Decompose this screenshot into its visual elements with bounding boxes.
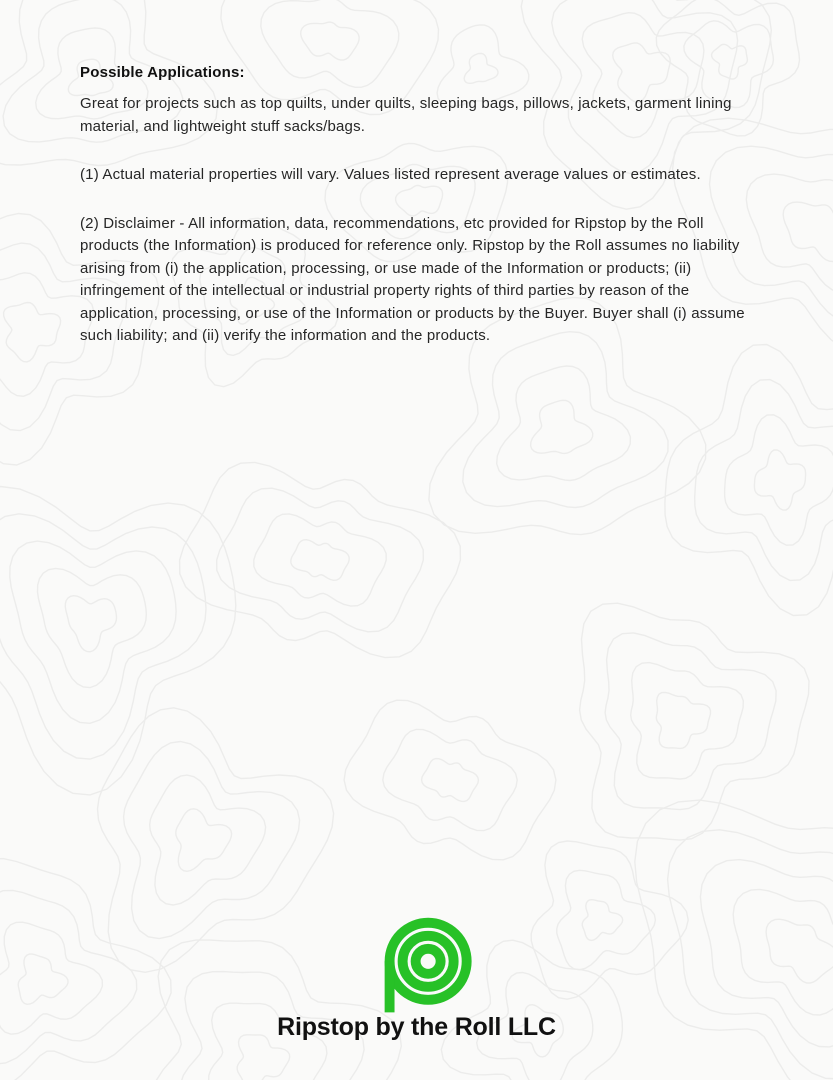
document-body (80, 62, 762, 374)
company-logo-spiral-p-icon (375, 915, 475, 1018)
paragraph-applications: Great for projects such as top quilts, under quilts, sleeping bags, pillows, jackets, garment lining material, and lightweight stuff sacks/bags. (80, 95, 732, 135)
paragraph-disclaimer: (2) Disclaimer - All information, data, recommendations, etc provided for Ripstop by the Roll products (the Information) is produced for reference only. Ripstop by the Roll assumes no liability arising from (i) the application, processing, or use made of the Information or products; (ii) infringement of the intellectual or industrial property rights of third parties by reason of the application, processing, or use of the Information or products by the Buyer. Buyer shall (i) assume such liability; and (ii) verify the information and the products. (80, 214, 745, 344)
section-heading: Possible Applications: (80, 64, 245, 81)
paragraph-note-1: (1) Actual material properties will vary. Values listed represent average values or estimates. (80, 166, 701, 183)
company-name: Ripstop by the Roll LLC (277, 1013, 556, 1041)
